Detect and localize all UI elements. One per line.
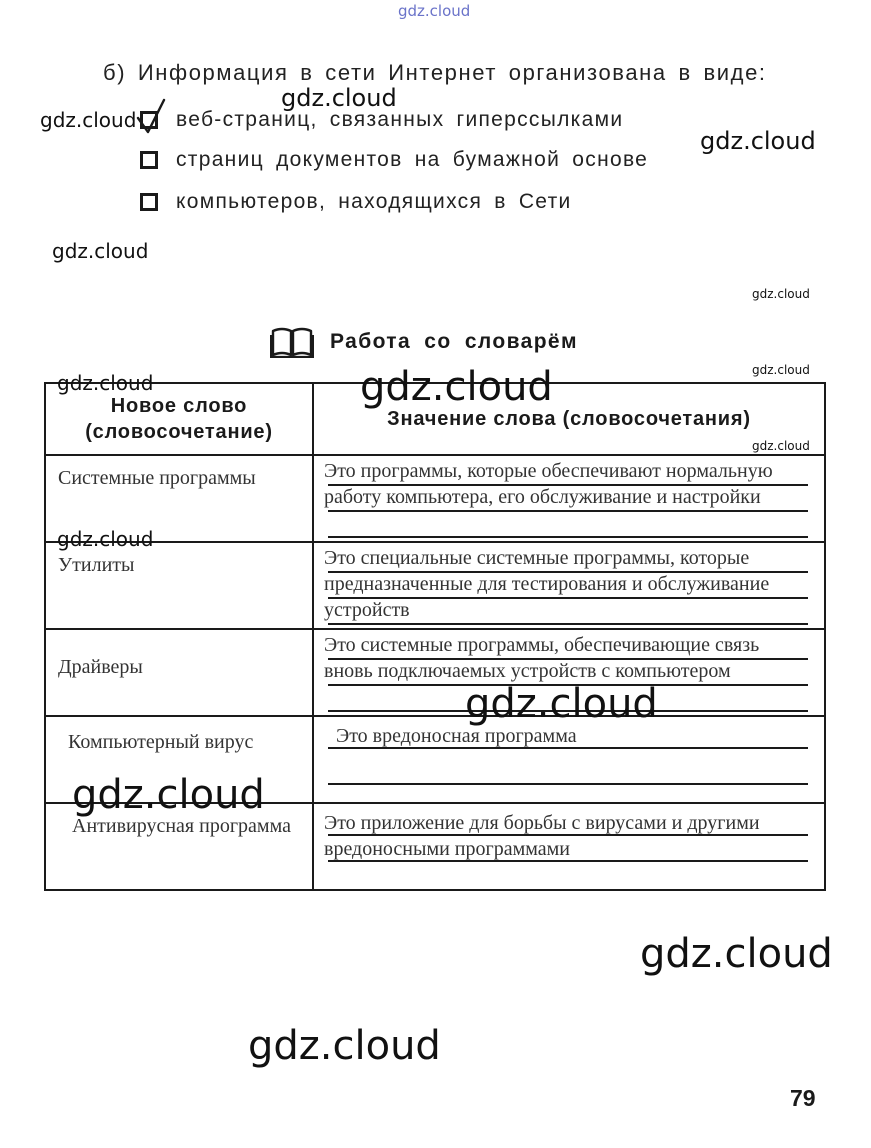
definition: Это программы, которые обеспечивают нормальную работу компьютера, его обслуживание и настройки [324,460,773,508]
definition-cell[interactable] [313,716,825,803]
option-label: страниц документов на бумажной основе [176,148,649,171]
watermark: gdz.cloud [281,84,397,112]
watermark: gdz.cloud [40,108,137,132]
table-row [45,542,825,629]
definition: Это вредоносная программа [336,725,577,747]
term: Системные программы [58,467,256,489]
option-paper-pages[interactable] [140,147,648,173]
watermark: gdz.cloud [752,363,810,377]
definition-cell[interactable] [313,455,825,542]
definition-cell[interactable] [313,542,825,629]
definition-cell[interactable] [313,803,825,890]
definition: Это системные программы, обеспечивающие связь вновь подключаемых устройств с компьютером [324,634,760,682]
watermark: gdz.cloud [700,127,816,155]
page-number: 79 [790,1085,816,1111]
checkbox-checked[interactable] [140,111,158,129]
watermark: gdz.cloud [57,371,154,395]
term: Компьютерный вирус [68,731,254,753]
option-web-pages[interactable] [140,107,623,133]
term: Антивирусная программа [72,815,291,837]
watermark: gdz.cloud [752,439,810,453]
checkbox[interactable] [140,193,158,211]
watermark: gdz.cloud [640,931,833,977]
watermark: gdz.cloud [52,239,149,263]
option-computers[interactable] [140,189,572,215]
option-label: компьютеров, находящихся в Сети [176,190,572,213]
watermark: gdz.cloud [248,1023,441,1069]
definition: Это специальные системные программы, которые предназначенные для тестирования и обслуживание устройств [324,547,770,621]
watermark: gdz.cloud [465,681,658,727]
book-icon [270,326,314,358]
watermark: gdz.cloud [72,772,265,818]
header-meaning: Значение слова (словосочетания) [313,383,825,455]
definition: Это приложение для борьбы с вирусами и другими вредоносными программами [324,812,760,860]
term: Драйверы [58,656,143,678]
table-row [45,629,825,716]
watermark: gdz.cloud [752,287,810,301]
section-title: Работа со словарём [330,330,578,353]
checkbox[interactable] [140,151,158,169]
table-row [45,455,825,542]
watermark: gdz.cloud [360,364,553,410]
watermark-top: gdz.cloud [398,2,471,20]
header-word: Новое слово (словосочетание) [45,383,313,455]
option-label: веб-страниц, связанных гиперссылками [176,108,624,131]
term: Утилиты [58,554,135,576]
dictionary-section-header [270,326,578,358]
question-text: б) Информация в сети Интернет организована в виде: [103,60,767,85]
check-mark-icon [134,98,170,136]
watermark: gdz.cloud [57,527,154,551]
